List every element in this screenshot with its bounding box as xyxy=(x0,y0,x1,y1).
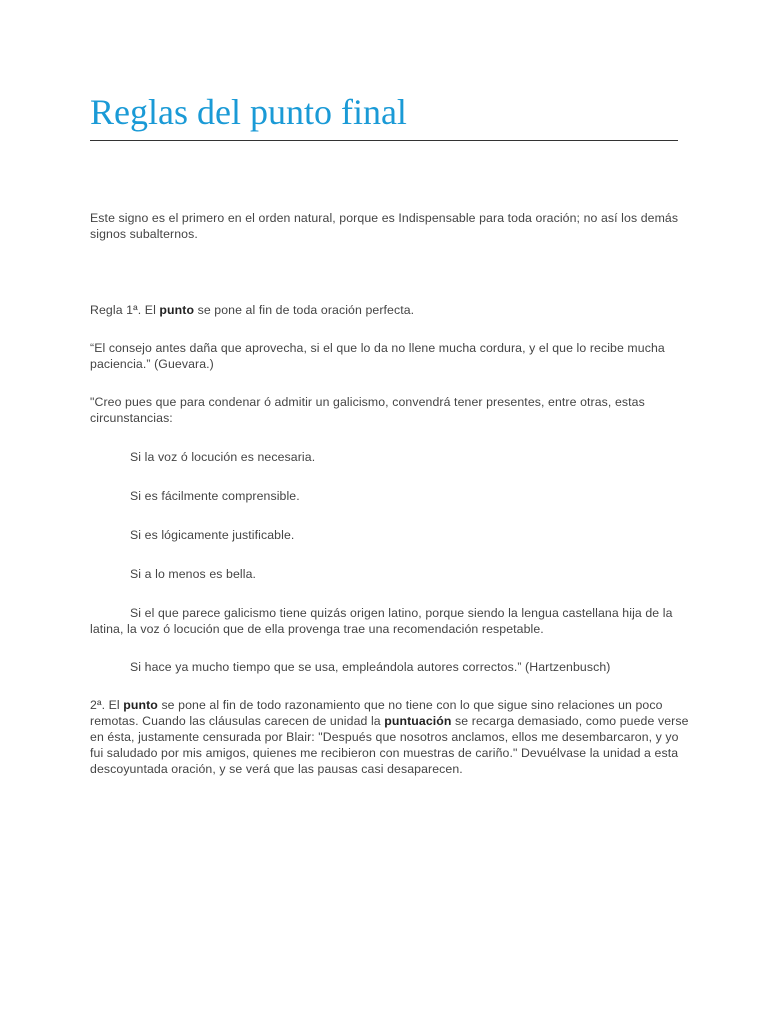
rule-1-paragraph xyxy=(90,302,690,318)
rule-1-keyword: punto xyxy=(159,303,195,317)
rule-2-middle: se pone al fin de todo razonamiento que no tiene con lo que sigue sino relaciones un poco remotas. Cuando las cláusulas carecen de unidad la xyxy=(90,698,663,728)
list-item: Si es lógicamente justificable. xyxy=(130,528,295,542)
document-body xyxy=(90,210,690,777)
page-title: Reglas del punto final xyxy=(90,92,407,132)
list-item: Si la voz ó locución es necesaria. xyxy=(130,450,316,464)
title-divider xyxy=(90,140,678,141)
rule-2-keyword-puntuacion: puntuación xyxy=(384,714,452,728)
quote-guevara: “El consejo antes daña que aprovecha, si el que lo da no llene mucha cordura, y el que lo recibe mucha paciencia.” (Guevara.) xyxy=(90,341,665,371)
list-item: Si a lo menos es bella. xyxy=(130,567,257,581)
list-item: Si el que parece galicismo tiene quizás origen latino, porque siendo la lengua castellana hija de la latina, la voz ó locución que de ella provenga trae una recomendación respetable. xyxy=(90,606,673,636)
rule-2-keyword-punto: punto xyxy=(123,698,158,712)
rule-2-prefix: 2ª. El xyxy=(90,698,124,712)
quote-hartzenbusch-intro: "Creo pues que para condenar ó admitir un galicismo, convendrá tener presentes, entre otras, estas circunstancias: xyxy=(90,395,645,425)
rule-2-suffix: se recarga demasiado, como puede verse en ésta, justamente censurada por Blair: "Después que nosotros anclamos, ellos me desembarcaron, y yo fui saludado por mis amigos, quienes me recibieron con muestras de cariño." Devuélvase la unidad a esta descoyuntada oración, y se verá que las pausas casi desaparecen. xyxy=(90,714,689,776)
rule-1-suffix: se pone al fin de toda oración perfecta. xyxy=(194,303,415,317)
rule-1-prefix: Regla 1ª. El xyxy=(90,303,160,317)
intro-paragraph: Este signo es el primero en el orden natural, porque es Indispensable para toda oración; no así los demás signos subalternos. xyxy=(90,211,679,241)
list-item: Si hace ya mucho tiempo que se usa, empleándola autores correctos.” (Hartzenbusch) xyxy=(130,660,611,674)
rule-2-paragraph xyxy=(90,697,690,777)
list-item: Si es fácilmente comprensible. xyxy=(130,489,300,503)
